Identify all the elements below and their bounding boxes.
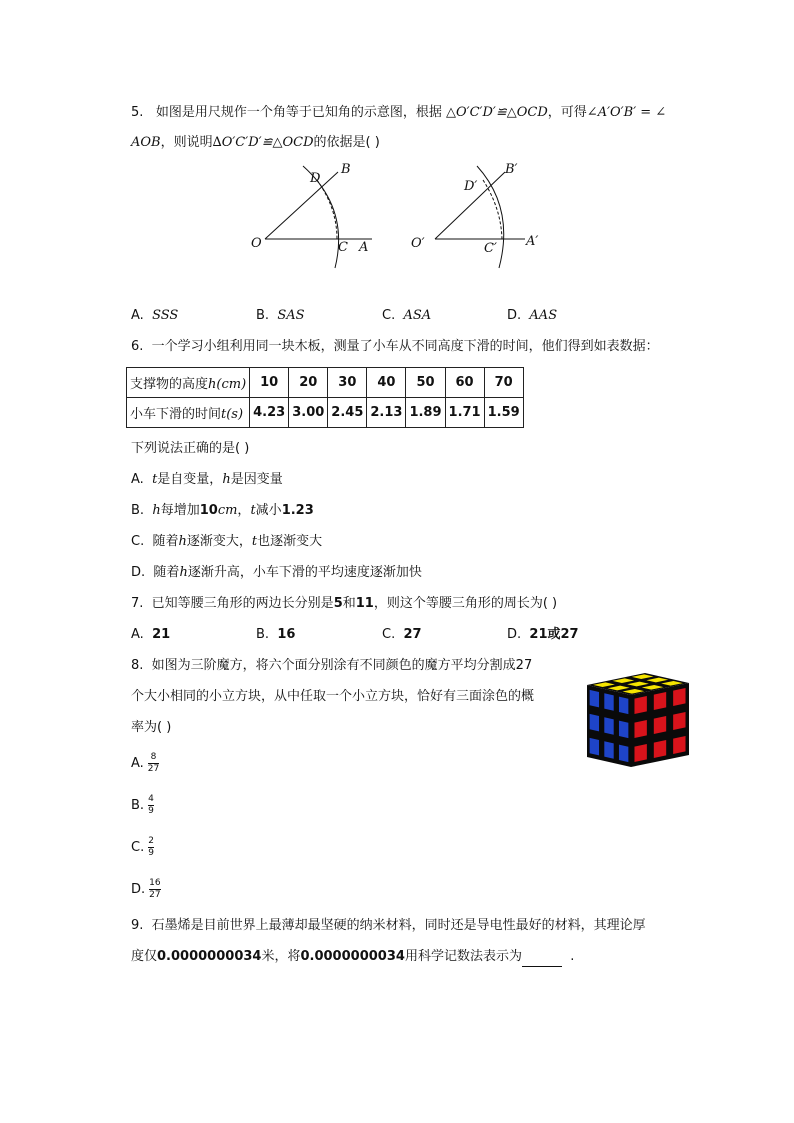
table-cell: 10 [250, 368, 289, 398]
label-O: O [251, 236, 262, 251]
table-cell: 40 [367, 368, 406, 398]
q5-math-1: △O′C′D′≌△OCD [445, 105, 548, 120]
cube-left-sticker [619, 721, 628, 738]
answer-blank[interactable] [522, 952, 562, 967]
q5-option-a[interactable]: A. SSS [131, 308, 179, 323]
q8-option-c[interactable]: C. $\frac{2}{9}$ [131, 836, 154, 858]
table-cell: 1.89 [406, 398, 445, 428]
q5-text-1a: 如图是用尺规作一个角等于已知角的示意图，根据 [155, 105, 442, 120]
label-B: B [341, 162, 351, 177]
label-D: D [310, 171, 321, 186]
table-cell: 2.45 [328, 398, 367, 428]
q5-option-c[interactable]: C. ASA [382, 308, 432, 323]
table-cell: 20 [289, 368, 328, 398]
q5-text-2b: 的依据是( ) [313, 135, 380, 150]
table-cell: 4.23 [250, 398, 289, 428]
table-cell: 70 [484, 368, 523, 398]
table-cell: 30 [328, 368, 367, 398]
q7-stem: 7. 已知等腰三角形的两边长分别是5和11，则这个等腰三角形的周长为( ) [131, 596, 558, 611]
q8-number: 8. [131, 658, 144, 673]
cube-right-sticker [634, 744, 646, 762]
label-C-prime: C′ [484, 241, 497, 256]
q8-option-b[interactable]: B. $\frac{4}{9}$ [131, 794, 154, 816]
label-A: A [359, 240, 369, 255]
q6-option-b[interactable]: B. h每增加10cm，t减小1.23 [131, 503, 314, 518]
cube-right-sticker [654, 740, 666, 758]
table-row [127, 368, 524, 398]
label-C: C [338, 240, 348, 255]
q5-figure [245, 158, 555, 273]
q9-number: 9. [131, 918, 144, 933]
q5-line-1 [131, 103, 666, 123]
table-cell: 2.13 [367, 398, 406, 428]
cube-right-sticker [673, 688, 685, 706]
q7-option-d[interactable]: D. 21或27 [507, 627, 579, 642]
cube-left-sticker [590, 714, 599, 731]
label-O-prime: O′ [411, 236, 425, 251]
q7-number: 7. [131, 596, 144, 611]
table-cell: 1.59 [484, 398, 523, 428]
q6-option-c[interactable]: C. 随着h逐渐变大，t也逐渐变大 [131, 534, 323, 549]
q5-text-2a: ，则说明 [160, 135, 213, 150]
q8-option-a[interactable]: A. $\frac{8}{27}$ [131, 752, 160, 774]
figure-original-angle [251, 162, 372, 268]
cube-left-sticker [604, 693, 613, 710]
label-D-prime: D′ [464, 179, 478, 194]
q5-number: 5. [131, 105, 144, 120]
q8-line-3: 率为( ) [131, 720, 172, 735]
table-row [127, 398, 524, 428]
cube-left-sticker [619, 697, 628, 714]
q6-stem: 6. 一个学习小组利用同一块木板，测量了小车从不同高度下滑的时间，他们得到如表数据： [131, 339, 659, 354]
cube-left-sticker [590, 690, 599, 707]
table-cell: 1.71 [445, 398, 484, 428]
table-cell: 3.00 [289, 398, 328, 428]
table-cell: 60 [445, 368, 484, 398]
figure-constructed-angle [411, 162, 538, 268]
q7-option-a[interactable]: A. 21 [131, 627, 171, 642]
cube-right-sticker [654, 716, 666, 734]
cube-left-sticker [619, 745, 628, 762]
table-head-time: 小车下滑的时间t(s) [127, 398, 250, 428]
q6-ask: 下列说法正确的是( ) [131, 441, 250, 456]
q5-math-2: ∠A′O′B′ = ∠ [586, 105, 667, 120]
table-cell: 50 [406, 368, 445, 398]
q5-line-2 [131, 133, 380, 153]
rubiks-cube-image [583, 657, 693, 772]
q8-line-2: 个大小相同的小立方块，从中任取一个小立方块，恰好有三面涂色的概 [131, 689, 535, 704]
q6-data-table [126, 367, 524, 428]
cube-right-sticker [673, 736, 685, 754]
q5-math-3: AOB [131, 135, 161, 150]
q5-option-d[interactable]: D. AAS [507, 308, 558, 323]
cube-right-sticker [634, 696, 646, 714]
cube-left-sticker [604, 717, 613, 734]
cube-right-sticker [654, 692, 666, 710]
q5-text-1b: ，可得 [547, 105, 587, 120]
cube-left-sticker [590, 738, 599, 755]
q9-line-1: 9. 石墨烯是目前世界上最薄却最坚硬的纳米材料，同时还是导电性最好的材料，其理论厚 [131, 918, 646, 933]
q7-option-b[interactable]: B. 16 [256, 627, 296, 642]
q7-option-c[interactable]: C. 27 [382, 627, 422, 642]
q8-option-d[interactable]: D. $\frac{16}{27}$ [131, 878, 161, 900]
label-A-prime: A′ [526, 234, 539, 249]
label-B-prime: B′ [505, 162, 518, 177]
cube-left-sticker [604, 741, 613, 758]
cube-right-sticker [673, 712, 685, 730]
q6-number: 6. [131, 339, 144, 354]
q8-line-1: 8. 如图为三阶魔方，将六个面分别涂有不同颜色的魔方平均分割成27 [131, 658, 533, 673]
q9-line-2: 度仅0.0000000034米，将0.0000000034用科学记数法表示为 . [131, 947, 574, 967]
cube-right-sticker [634, 720, 646, 738]
q5-math-4: ∆O′C′D′≌△OCD [212, 135, 314, 150]
q6-option-d[interactable]: D. 随着h逐渐升高，小车下滑的平均速度逐渐加快 [131, 565, 422, 580]
q5-option-b[interactable]: B. SAS [256, 308, 305, 323]
table-head-height: 支撑物的高度h(cm) [127, 368, 250, 398]
q6-option-a[interactable]: A. t是自变量，h是因变量 [131, 472, 283, 487]
